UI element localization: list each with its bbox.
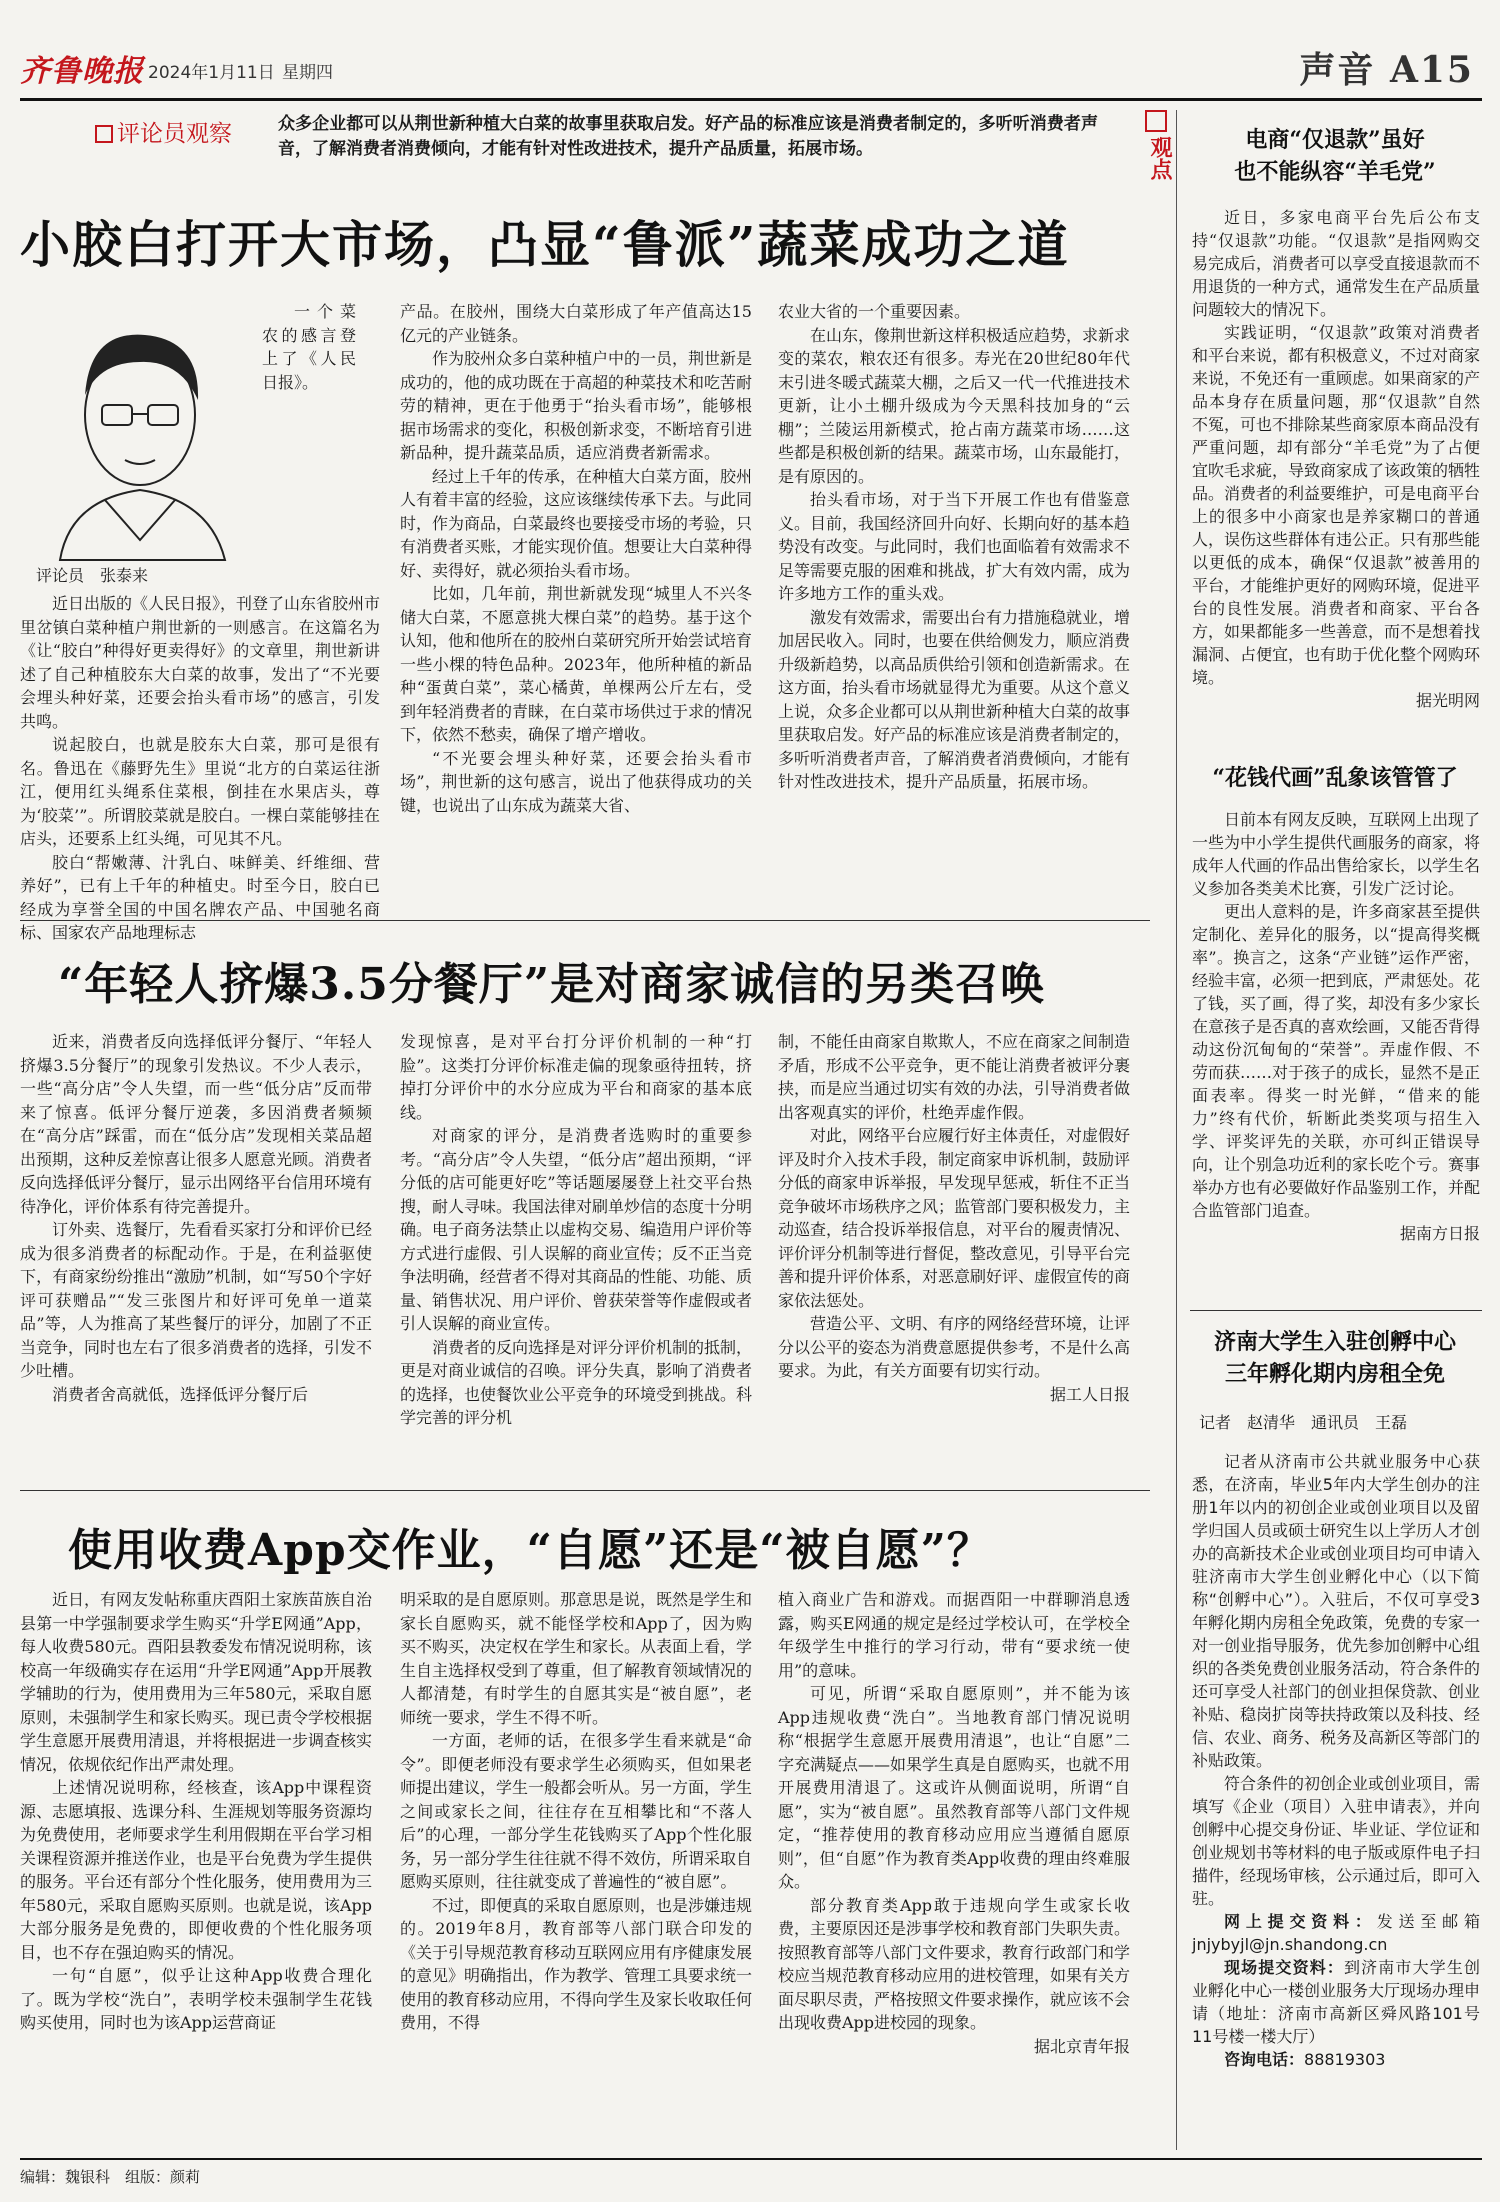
- paragraph: 抬头看市场，对于当下开展工作也有借鉴意义。目前，我国经济回升向好、长期向好的基本趋势没有改变。与此同时，我们也面临着有效需求不足等需要克服的困难和挑战，扩大有效内需，成为许多地方工作的重头戏。: [778, 490, 1131, 603]
- section-rule: [20, 1490, 1150, 1491]
- tag-square-icon: [95, 125, 113, 143]
- article-source: 据南方日报: [1399, 1224, 1480, 1243]
- sidebar-item1-title: 电商“仅退款”虽好 也不能纵容“羊毛党”: [1234, 127, 1436, 185]
- paragraph: 消费者的反向选择是对评分评价机制的抵制，更是对商业诚信的召唤。评分失真，影响了消费者的选择，也使餐饮业公平竞争的环境受到挑战。科学完善的评分机: [400, 1337, 753, 1427]
- footer-rule: [20, 2158, 1482, 2160]
- sidebar-item3-body: [1192, 1450, 1480, 2071]
- sidebar-item1-body: [1192, 206, 1480, 712]
- issue-date: 2024年1月11日: [148, 63, 275, 83]
- editorial-tag-text: 评论员观察: [117, 121, 232, 147]
- paragraph: 部分教育类App敢于违规向学生或家长收费，主要原因还是涉事学校和教育部门失职失责。按照教育部等八部门文件要求，教育行政部门和学校应当规范教育移动应用的进校管理，如果有关方面尽职尽责，严格按照文件要求操作，就应该不会出现收费App进校园的现象。: [778, 1895, 1131, 2032]
- paragraph: 胶白“帮嫩薄、汁乳白、味鲜美、纤维细、营养好”，已有上千年的种植史。时至今日，胶白已经成为享誉全国的中国名牌农产品、中国驰名商标、国家农产品地理标志: [20, 852, 380, 942]
- paragraph: 发现惊喜，是对平台打分评价机制的一种“打脸”。这类打分评价标准走偏的现象亟待扭转，挤掉打分评价中的水分应成为平台和商家的基本底线。: [400, 1032, 752, 1122]
- editorial-col2: [400, 300, 752, 817]
- paragraph: 消费者舍高就低，选择低评分餐厅后: [52, 1384, 309, 1404]
- editorial-tag: [95, 115, 232, 148]
- paragraph: 说起胶白，也就是胶东大白菜，那可是很有名。鲁迅在《藤野先生》里说“北方的白菜运往浙江，便用红头绳系住菜根，倒挂在水果店头，尊为‘胶菜’”。所谓胶菜就是胶白。一棵白菜能够挂在店头，还要系上红头绳，可见其不凡。: [20, 735, 380, 848]
- info-phone-label: 咨询电话：: [1224, 2050, 1305, 2069]
- paragraph: 近来，消费者反向选择低评分餐厅、“年轻人挤爆3.5分餐厅”的现象引发热议。不少人表示，一些“高分店”令人失望，而一些“低分店”反而带来了惊喜。低评分餐厅逆袭，多因消费者频频在“高分店”踩雷，而在“低分店”发现相关菜品超出预期，这种反差惊喜让很多人愿意光顾。消费者反向选择低评分餐厅，显示出网络平台信用环境有待净化，评价体系有待完善提升。: [20, 1032, 373, 1216]
- sidebar-item3-credits: 记者 赵清华 通讯员 王磊: [1199, 1413, 1408, 1432]
- paragraph: 对此，网络平台应履行好主体责任，对虚假好评及时介入技术手段，制定商家申诉机制，鼓励评分低的商家申诉举报，早发现早惩戒，斩住不正当竞争破坏市场秩序之风；监管部门要积极发力，主动巡查，结合投诉举报信息，对平台的履责情况、评价评分机制等进行督促，整改意见，引导平台完善和提升评价体系，对恶意刷好评、虚假宣传的商家依法惩处。: [778, 1126, 1131, 1310]
- column-divider: [1176, 110, 1177, 2150]
- article2-col2: [400, 1030, 752, 1430]
- paragraph: “不光要会埋头种好菜，还要会抬头看市场”，荆世新的这句感言，说出了他获得成功的关键，也说出了山东成为蔬菜大省、: [400, 748, 752, 815]
- paragraph: 一个菜农的感言登上了《人民日报》。: [262, 302, 356, 392]
- article3-col1: [20, 1588, 372, 2035]
- column-label: [1145, 110, 1173, 180]
- article-source: 据北京青年报: [1033, 2036, 1130, 2056]
- article2-col3: [778, 1030, 1130, 1406]
- info-offline-value: 到济南市大学生创业孵化中心一楼创业服务大厅现场办理申请（地址：济南市高新区舜风路101号11号楼一楼大厅）: [1192, 1958, 1481, 2046]
- paragraph: 符合条件的初创企业或创业项目，需填写《企业（项目）入驻申请表》，并向创孵中心提交身份证、毕业证、学位证和创业规划书等材料的电子版或原件电子扫描件，经现场审核，公示通过后，即可入驻。: [1192, 1774, 1481, 1908]
- paragraph: 可见，所谓“采取自愿原则”，并不能为该App违规收费“洗白”。当地教育部门情况说明称“根据学生意愿开展费用清退”，也让“自愿”二字充满疑点——如果学生真是自愿购买，也就不用开展费用清退了。这或许从侧面说明，所谓“自愿”，实为“被自愿”。虽然教育部等八部门文件规定，“推荐使用的教育移动应用应当遵循自愿原则”，但“自愿”作为教育类App收费的理由终难服众。: [778, 1684, 1131, 1891]
- info-online-label: 网上提交资料：: [1224, 1912, 1377, 1931]
- info-online: [1192, 1910, 1480, 1956]
- paragraph: 近日出版的《人民日报》，刊登了山东省胶州市里岔镇白菜种植户荆世新的一则感言。在这篇名为《让“胶白”种得好更卖得好》的文章里，荆世新讲述了自己种植胶东大白菜的故事，发出了“不光要会埋头种好菜，还要会抬头看市场”的感言，引发共鸣。: [20, 594, 381, 731]
- paragraph: 近日，多家电商平台先后公布支持“仅退款”功能。“仅退款”是指网购交易完成后，消费者可以享受直接退款而不用退货的一种方式，通常发生在产品质量问题较大的情况下。: [1192, 208, 1481, 319]
- paragraph: 营造公平、文明、有序的网络经营环境，让评分以公平的姿态为消费意愿提供参考，不是什么高要求。为此，有关方面要有切实行动。: [778, 1314, 1131, 1380]
- masthead-rule: [20, 98, 1482, 101]
- paragraph: 比如，几年前，荆世新就发现“城里人不兴冬储大白菜，不愿意挑大棵白菜”的趋势。基于这个认知，他和他所在的胶州白菜研究所开始尝试培育一些小棵的特色品种。2023年，他所种植的新品种“蛋黄白菜”，菜心橘黄，单棵两公斤左右，受到年轻消费者的青睐，在白菜市场供过于求的情况下，依然不愁卖，确保了增产增收。: [400, 584, 753, 744]
- sidebar-item3-title: 济南大学生入驻创孵中心 三年孵化期内房租全免: [1213, 1329, 1456, 1387]
- info-phone: [1192, 2048, 1480, 2071]
- info-offline: [1192, 1956, 1480, 2048]
- article-source: 据光明网: [1415, 691, 1480, 710]
- article3-headline: 使用收费App交作业，“自愿”还是“被自愿”？: [68, 1525, 992, 1576]
- editorial-headline: 小胶白打开大市场，凸显“鲁派”蔬菜成功之道: [20, 215, 1070, 274]
- paragraph: 产品。在胶州，围绕大白菜形成了年产值高达15亿元的产业链条。: [400, 302, 752, 345]
- paragraph: 实践证明，“仅退款”政策对消费者和平台来说，都有积极意义，不过对商家来说，不免还有一重顾虑。如果商家的产品本身存在质量问题，那“仅退款”自然不冤，可也不排除某些商家原本商品没有严重问题，却有部分“羊毛党”为了占便宜吹毛求疵，导致商家成了该政策的牺牲品。消费者的利益要维护，可是电商平台上的很多中小商家也是养家糊口的普通人，误伤这些群体有违公正。只有那些能以更低的成本，确保“仅退款”被善用的平台，才能维护更好的网购环境，促进平台的良性发展。消费者和商家、平台各方，如果都能多一些善意，而不是想着找漏洞、占便宜，也有助于优化整个网购环境。: [1192, 323, 1481, 687]
- paragraph: 近日，有网友发帖称重庆酉阳土家族苗族自治县第一中学强制要求学生购买“升学E网通”App，每人收费580元。酉阳县教委发布情况说明称，该校高一年级确实存在运用“升学E网通”App开展教学辅助的行为，使用费用为三年580元，采取自愿原则，未强制学生和家长购买。现已责令学校根据学生意愿开展费用清退，并将根据进一步调查核实情况，依规依纪作出严肃处理。: [20, 1590, 373, 1774]
- paragraph: 作为胶州众多白菜种植户中的一员，荆世新是成功的，他的成功既在于高超的种菜技术和吃苦耐劳的精神，更在于他勇于“抬头看市场”，能够根据市场需求的变化，积极创新求变，不断培育引进新品种，提升蔬菜品质，适应消费者新需求。: [400, 349, 753, 462]
- footer-editor: 编辑：魏银科 组版：颜莉: [20, 2168, 201, 2186]
- column-label-text: 观点: [1147, 136, 1173, 180]
- paragraph: 上述情况说明称，经核查，该App中课程资源、志愿填报、选课分科、生涯规划等服务资源均为免费使用，老师要求学生利用假期在平台学习相关课程资源并推送作业，也是平台免费为学生提供的服务。平台还有部分个性化服务，使用费用为三年580元，采取自愿购买原则。也就是说，该App大部分服务是免费的，即便收费的个性化服务项目，也不存在强迫购买的情况。: [20, 1778, 373, 1962]
- author-portrait: [30, 300, 250, 565]
- paragraph: 经过上千年的传承，在种植大白菜方面，胶州人有着丰富的经验，这应该继续传承下去。与此同时，作为商品，白菜最终也要接受市场的考验，只有消费者买账，才能实现价值。想要让大白菜种得好、卖得好，就必须抬头看市场。: [400, 466, 753, 580]
- paragraph: 激发有效需求，需要出台有力措施稳就业，增加居民收入。同时，也要在供给侧发力，顺应消费升级新趋势，以高品质供给引领和创造新需求。在这方面，抬头看市场就显得尤为重要。从这个意义上说，众多企业都可以从荆世新种植大白菜的故事里获取启发。好产品的标准应该是消费者制定的，多听听消费者声音，了解消费者消费倾向，才能有针对性改进技术，提升产品质量，拓展市场。: [778, 607, 1131, 791]
- sidebar-item2-title: “花钱代画”乱象该管管了: [1212, 765, 1458, 791]
- section-rule: [20, 920, 1150, 921]
- paragraph: 一方面，老师的话，在很多学生看来就是“命令”。即便老师没有要求学生必须购买，但如果老师提出建议，学生一般都会听从。另一方面，学生之间或家长之间，往往存在互相攀比和“不落人后”的心理，一部分学生花钱购买了App个性化服务，另一部分学生往往就不得不效仿，所谓采取自愿购买原则，往往就变成了普遍性的“被自愿”。: [400, 1731, 753, 1891]
- paragraph: 农业大省的一个重要因素。: [778, 302, 971, 321]
- article-source: 据工人日报: [1049, 1384, 1130, 1404]
- masthead: [20, 36, 1482, 98]
- editorial-col1-top: [262, 300, 356, 394]
- paragraph: 日前本有网友反映，互联网上出现了一些为中小学生提供代画服务的商家，将成年人代画的作品出售给家长，以学生名义参加各类美术比赛，引发广泛讨论。: [1192, 810, 1481, 898]
- article3-col2: [400, 1588, 752, 2035]
- author-byline: 评论员 张泰来: [36, 566, 149, 585]
- paragraph: 对商家的评分，是消费者选购时的重要参考。“高分店”令人失望，“低分店”超出预期，“评分低的店可能更好吃”等话题屡屡登上社交平台热搜，耐人寻味。我国法律对刷单炒信的态度十分明确。电子商务法禁止以虚构交易、编造用户评价等方式进行虚假、引人误解的商业宣传；反不正当竞争法明确，经营者不得对其商品的性能、功能、质量、销售状况、用户评价、曾获荣誉等作虚假或者引人误解的商业宣传。: [400, 1126, 753, 1333]
- sidebar-rule: [1190, 1310, 1482, 1311]
- paragraph: 更出人意料的是，许多商家甚至提供定制化、差异化的服务，以“提高得奖概率”。换言之，这条“产业链”运作严密，经验丰富，必须一把到底，严肃惩处。花了钱，买了画，得了奖，却没有多少家长在意孩子是否真的喜欢绘画，又能否背得动这份沉甸甸的“荣誉”。弄虚作假、不劳而获……对于孩子的成长，显然不是正面表率。得奖一时光鲜，“借来的能力”终有代价，斩断此类奖项与招生入学、评奖评先的关联，亦可纠正错误导向，让个别急功近利的家长吃个亏。赛事举办方也有必要做好作品鉴别工作，并配合监管部门追查。: [1192, 902, 1481, 1220]
- paragraph: 订外卖、选餐厅，先看看买家打分和评价已经成为很多消费者的标配动作。于是，在利益驱使下，有商家纷纷推出“激励”机制，如“写50个字好评可获赠品”“发三张图片和好评可免单一道菜品”等，人为推高了某些餐厅的评分，加剧了不正当竞争，同时也左右了很多消费者的选择，引发不少吐槽。: [20, 1220, 373, 1380]
- paragraph: 植入商业广告和游戏。而据酉阳一中群聊消息透露，购买E网通的规定是经过学校认可，在学校全年级学生中推行的学习行动，带有“要求统一使用”的意味。: [778, 1590, 1130, 1680]
- info-offline-label: 现场提交资料：: [1224, 1958, 1344, 1977]
- editorial-intro: 众多企业都可以从荆世新种植大白菜的故事里获取启发。好产品的标准应该是消费者制定的，多听听消费者声音，了解消费者消费倾向，才能有针对性改进技术，提升产品质量，拓展市场。: [278, 114, 1098, 159]
- info-phone-value: 88819303: [1304, 2050, 1386, 2069]
- sidebar-item2-body: [1192, 808, 1480, 1245]
- editorial-col3: [778, 300, 1130, 794]
- info-online-value: 发送至邮箱jnjybyjl@jn.shandong.cn: [1192, 1912, 1480, 1954]
- issue-weekday: 星期四: [282, 63, 333, 83]
- paragraph: 制，不能任由商家自欺欺人，不应在商家之间制造矛盾，形成不公平竞争，更不能让消费者被评分裹挟，而是应当通过切实有效的办法，引导消费者做出客观真实的评价，杜绝弄虚作假。: [778, 1032, 1131, 1122]
- editorial-col1: [20, 592, 380, 945]
- paragraph: 一句“自愿”，似乎让这种App收费合理化了。既为学校“洗白”，表明学校未强制学生花钱购买使用，同时也为该App运营商证: [20, 1966, 372, 2032]
- paragraph: 记者从济南市公共就业服务中心获悉，在济南，毕业5年内大学生创办的注册1年以内的初创企业或创业项目以及留学归国人员或硕士研究生以上学历人才创办的高新技术企业或创业项目均可申请入驻济南市大学生创业孵化中心（以下简称“创孵中心”）。入驻后，不仅可享受3年孵化期内房租全免政策，免费的专家一对一创业指导服务，优先参加创孵中心组织的各类免费创业服务活动，符合条件的还可享受人社部门的创业担保贷款、创业补贴、稳岗扩岗等扶持政策以及科技、经信、农业、商务、税务及高新区等部门的补贴政策。: [1192, 1452, 1481, 1770]
- article2-col1: [20, 1030, 372, 1406]
- paragraph: 明采取的是自愿原则。那意思是说，既然是学生和家长自愿购买，就不能怪学校和App了，因为购买不购买，决定权在学生和家长。从表面上看，学生自主选择权受到了尊重，但了解教育领域情况的人都清楚，有时学生的自愿其实是“被自愿”，老师统一要求，学生不得不听。: [400, 1590, 753, 1727]
- paragraph: 在山东，像荆世新这样积极适应趋势，求新求变的菜农，粮农还有很多。寿光在20世纪80年代末引进冬暖式蔬菜大棚，之后又一代一代推进技术更新，让小土棚升级成为今天黑科技加身的“云棚”；兰陵运用新模式，抢占南方蔬菜市场……这些都是积极创新的结果。蔬菜市场，山东最能打，是有原因的。: [778, 325, 1131, 486]
- article2-headline: “年轻人挤爆3.5分餐厅”是对商家诚信的另类召唤: [58, 959, 1046, 1010]
- newspaper-logo: 齐鲁晚报: [20, 54, 144, 89]
- paragraph: 不过，即便真的采取自愿原则，也是涉嫌违规的。2019年8月，教育部等八部门联合印发的《关于引导规范教育移动互联网应用有序健康发展的意见》明确指出，作为教学、管理工具要求统一使用的教育移动应用，不得向学生及家长收取任何费用，不得: [400, 1895, 753, 2032]
- article3-col3: [778, 1588, 1130, 2058]
- section-page: 声音 A15: [1299, 49, 1474, 91]
- label-square-icon: [1145, 110, 1167, 132]
